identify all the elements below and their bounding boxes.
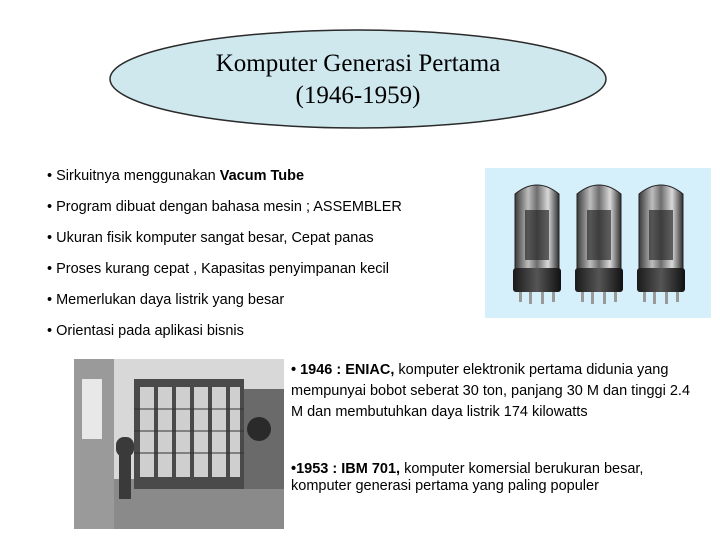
- tube-1: [513, 185, 561, 304]
- fact-ibm701: •1953 : IBM 701, komputer komersial berukuran besar, komputer generasi pertama yang paling populer: [291, 461, 644, 494]
- eniac-photo: [74, 359, 284, 529]
- list-item: • Memerlukan daya listrik yang besar: [47, 292, 285, 308]
- list-item: • Proses kurang cepat , Kapasitas penyimpanan kecil: [47, 261, 389, 277]
- list-item: • Orientasi pada aplikasi bisnis: [47, 323, 244, 339]
- tube-2: [575, 185, 623, 304]
- tube-3: [637, 185, 685, 304]
- page-title: [108, 48, 608, 112]
- vacuum-tube-photo: [485, 168, 711, 318]
- title-line-1: Komputer Generasi Pertama: [215, 50, 501, 77]
- fact-eniac: • 1946 : ENIAC, komputer elektronik pertama didunia yang mempunyai bobot seberat 30 ton, panjang 30 M dan tinggi 2.4 M dan membutuhkan daya listrik 174 kilowatts: [291, 362, 691, 420]
- list-item: • Program dibuat dengan bahasa mesin ; ASSEMBLER: [47, 199, 402, 215]
- list-item: • Sirkuitnya menggunakan Vacum Tube: [47, 168, 305, 184]
- list-item: • Ukuran fisik komputer sangat besar, Cepat panas: [47, 230, 374, 246]
- bullet-list: [47, 166, 487, 352]
- title-line-2: (1946-1959): [295, 82, 421, 109]
